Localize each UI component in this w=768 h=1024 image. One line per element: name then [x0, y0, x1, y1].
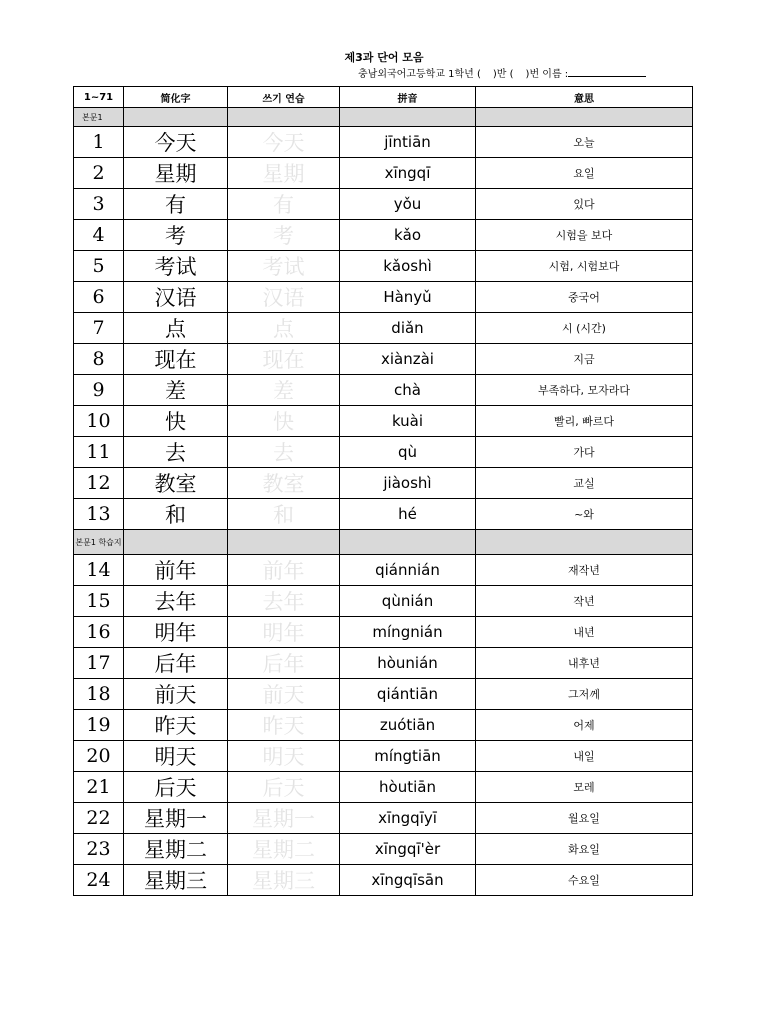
- pinyin-cell: yǒu: [340, 189, 476, 220]
- writing-practice-trace: 有: [228, 189, 340, 220]
- row-number: 17: [74, 648, 124, 679]
- section-row-2: [74, 530, 693, 555]
- worksheet-title: 제3과 단어 모음: [344, 51, 424, 64]
- meaning-cell: 교실: [476, 468, 693, 499]
- simplified-hanzi: 现在: [124, 344, 228, 375]
- row-number: 14: [74, 555, 124, 586]
- row-number: 6: [74, 282, 124, 313]
- simplified-hanzi: 考: [124, 220, 228, 251]
- simplified-hanzi: 考试: [124, 251, 228, 282]
- table-row: [74, 437, 693, 468]
- simplified-hanzi: 有: [124, 189, 228, 220]
- simplified-hanzi: 快: [124, 406, 228, 437]
- class-label: )반 (: [492, 69, 514, 80]
- number-name-label: )번 이름 :: [525, 69, 569, 80]
- writing-practice-trace: 明年: [228, 617, 340, 648]
- simplified-hanzi: 星期: [124, 158, 228, 189]
- meaning-cell: 수요일: [476, 865, 693, 896]
- writing-practice-trace: 后天: [228, 772, 340, 803]
- simplified-hanzi: 前年: [124, 555, 228, 586]
- writing-practice-trace: 前年: [228, 555, 340, 586]
- row-number: 20: [74, 741, 124, 772]
- pinyin-cell: xīngqīsān: [340, 865, 476, 896]
- simplified-hanzi: 教室: [124, 468, 228, 499]
- writing-practice-trace: 昨天: [228, 710, 340, 741]
- meaning-cell: 내일: [476, 741, 693, 772]
- meaning-cell: 모레: [476, 772, 693, 803]
- simplified-hanzi: 和: [124, 499, 228, 530]
- table-row: [74, 586, 693, 617]
- table-row: [74, 220, 693, 251]
- meaning-cell: 내년: [476, 617, 693, 648]
- table-row: [74, 158, 693, 189]
- meaning-cell: ~와: [476, 499, 693, 530]
- pinyin-cell: hòutiān: [340, 772, 476, 803]
- simplified-hanzi: 明年: [124, 617, 228, 648]
- pinyin-cell: míngtiān: [340, 741, 476, 772]
- simplified-hanzi: 后天: [124, 772, 228, 803]
- writing-practice-trace: 明天: [228, 741, 340, 772]
- pinyin-cell: xiànzài: [340, 344, 476, 375]
- pinyin-cell: kǎoshì: [340, 251, 476, 282]
- pinyin-cell: xīngqī'èr: [340, 834, 476, 865]
- simplified-hanzi: 后年: [124, 648, 228, 679]
- row-number: 4: [74, 220, 124, 251]
- pinyin-cell: qùnián: [340, 586, 476, 617]
- simplified-hanzi: 星期三: [124, 865, 228, 896]
- writing-practice-trace: 星期一: [228, 803, 340, 834]
- table-row: [74, 865, 693, 896]
- meaning-cell: 시험을 보다: [476, 220, 693, 251]
- table-row: [74, 803, 693, 834]
- table-row: [74, 772, 693, 803]
- simplified-hanzi: 星期一: [124, 803, 228, 834]
- meaning-cell: 부족하다, 모자라다: [476, 375, 693, 406]
- row-number: 2: [74, 158, 124, 189]
- meaning-cell: 있다: [476, 189, 693, 220]
- pinyin-cell: chà: [340, 375, 476, 406]
- vocabulary-table: [73, 86, 693, 896]
- row-number: 18: [74, 679, 124, 710]
- writing-practice-trace: 快: [228, 406, 340, 437]
- meaning-cell: 월요일: [476, 803, 693, 834]
- writing-practice-trace: 考试: [228, 251, 340, 282]
- row-number: 11: [74, 437, 124, 468]
- row-number: 21: [74, 772, 124, 803]
- row-number: 16: [74, 617, 124, 648]
- section-label-2: 본문1 학습지: [74, 530, 124, 555]
- row-number: 15: [74, 586, 124, 617]
- pinyin-cell: jīntiān: [340, 127, 476, 158]
- simplified-hanzi: 汉语: [124, 282, 228, 313]
- table-row: [74, 189, 693, 220]
- writing-practice-trace: 和: [228, 499, 340, 530]
- simplified-hanzi: 差: [124, 375, 228, 406]
- pinyin-cell: zuótiān: [340, 710, 476, 741]
- simplified-hanzi: 昨天: [124, 710, 228, 741]
- header-range: 1~71: [74, 87, 124, 108]
- meaning-cell: 지금: [476, 344, 693, 375]
- writing-practice-trace: 现在: [228, 344, 340, 375]
- pinyin-cell: Hànyǔ: [340, 282, 476, 313]
- row-number: 10: [74, 406, 124, 437]
- header-simplified: 简化字: [124, 87, 228, 108]
- student-info-line: [358, 65, 646, 80]
- simplified-hanzi: 去年: [124, 586, 228, 617]
- pinyin-cell: xīngqī: [340, 158, 476, 189]
- table-row: [74, 282, 693, 313]
- writing-practice-trace: 点: [228, 313, 340, 344]
- meaning-cell: 시 (시간): [476, 313, 693, 344]
- table-row: [74, 468, 693, 499]
- table-row: [74, 617, 693, 648]
- pinyin-cell: hé: [340, 499, 476, 530]
- simplified-hanzi: 前天: [124, 679, 228, 710]
- header-pinyin: 拼音: [340, 87, 476, 108]
- table-row: [74, 406, 693, 437]
- pinyin-cell: kǎo: [340, 220, 476, 251]
- table-row: [74, 127, 693, 158]
- writing-practice-trace: 后年: [228, 648, 340, 679]
- simplified-hanzi: 星期二: [124, 834, 228, 865]
- writing-practice-trace: 教室: [228, 468, 340, 499]
- simplified-hanzi: 点: [124, 313, 228, 344]
- row-number: 7: [74, 313, 124, 344]
- pinyin-cell: qiánnián: [340, 555, 476, 586]
- pinyin-cell: qù: [340, 437, 476, 468]
- vocab-group-2: [74, 530, 693, 896]
- writing-practice-trace: 去: [228, 437, 340, 468]
- table-row: [74, 834, 693, 865]
- row-number: 8: [74, 344, 124, 375]
- vocab-group-1: [74, 108, 693, 530]
- writing-practice-trace: 去年: [228, 586, 340, 617]
- table-row: [74, 313, 693, 344]
- pinyin-cell: míngnián: [340, 617, 476, 648]
- pinyin-cell: kuài: [340, 406, 476, 437]
- table-row: [74, 344, 693, 375]
- table-header-row: [74, 87, 693, 108]
- table-row: [74, 555, 693, 586]
- pinyin-cell: hòunián: [340, 648, 476, 679]
- table-row: [74, 499, 693, 530]
- table-row: [74, 741, 693, 772]
- writing-practice-trace: 差: [228, 375, 340, 406]
- row-number: 5: [74, 251, 124, 282]
- row-number: 9: [74, 375, 124, 406]
- meaning-cell: 오늘: [476, 127, 693, 158]
- meaning-cell: 빨리, 빠르다: [476, 406, 693, 437]
- writing-practice-trace: 汉语: [228, 282, 340, 313]
- header-meaning: 意思: [476, 87, 693, 108]
- table-row: [74, 375, 693, 406]
- school-grade-label: 충남외국어고등학교 1학년 (: [358, 69, 481, 80]
- writing-practice-trace: 星期三: [228, 865, 340, 896]
- pinyin-cell: diǎn: [340, 313, 476, 344]
- row-number: 22: [74, 803, 124, 834]
- pinyin-cell: xīngqīyī: [340, 803, 476, 834]
- writing-practice-trace: 星期二: [228, 834, 340, 865]
- row-number: 13: [74, 499, 124, 530]
- table-row: [74, 710, 693, 741]
- meaning-cell: 그저께: [476, 679, 693, 710]
- writing-practice-trace: 考: [228, 220, 340, 251]
- table-row: [74, 251, 693, 282]
- simplified-hanzi: 去: [124, 437, 228, 468]
- row-number: 24: [74, 865, 124, 896]
- row-number: 19: [74, 710, 124, 741]
- meaning-cell: 재작년: [476, 555, 693, 586]
- meaning-cell: 내후년: [476, 648, 693, 679]
- pinyin-cell: qiántiān: [340, 679, 476, 710]
- name-blank-line: [568, 67, 646, 77]
- meaning-cell: 시험, 시험보다: [476, 251, 693, 282]
- row-number: 12: [74, 468, 124, 499]
- meaning-cell: 어제: [476, 710, 693, 741]
- writing-practice-trace: 今天: [228, 127, 340, 158]
- section-label-1: 본문1: [74, 108, 124, 127]
- table-row: [74, 648, 693, 679]
- pinyin-cell: jiàoshì: [340, 468, 476, 499]
- meaning-cell: 가다: [476, 437, 693, 468]
- row-number: 23: [74, 834, 124, 865]
- row-number: 1: [74, 127, 124, 158]
- meaning-cell: 작년: [476, 586, 693, 617]
- meaning-cell: 중국어: [476, 282, 693, 313]
- meaning-cell: 화요일: [476, 834, 693, 865]
- table-row: [74, 679, 693, 710]
- row-number: 3: [74, 189, 124, 220]
- section-row-1: [74, 108, 693, 127]
- simplified-hanzi: 明天: [124, 741, 228, 772]
- simplified-hanzi: 今天: [124, 127, 228, 158]
- writing-practice-trace: 星期: [228, 158, 340, 189]
- header-writing-practice: 쓰기 연습: [228, 87, 340, 108]
- meaning-cell: 요일: [476, 158, 693, 189]
- writing-practice-trace: 前天: [228, 679, 340, 710]
